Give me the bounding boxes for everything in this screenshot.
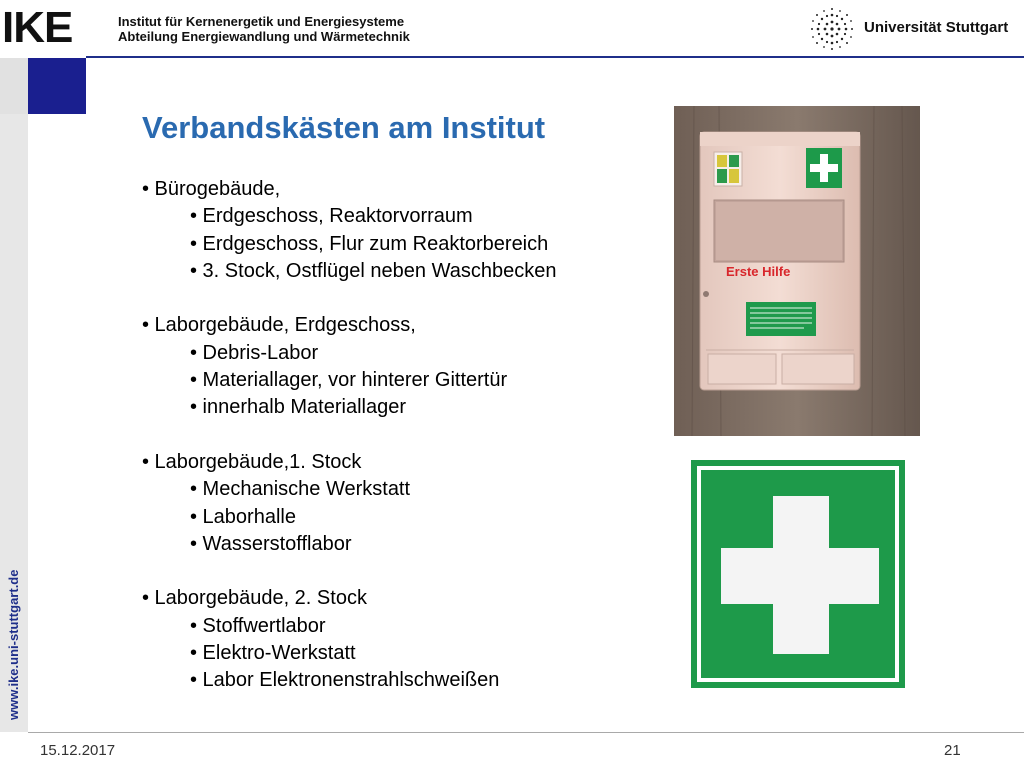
list-item: • 3. Stock, Ostflügel neben Waschbecken xyxy=(190,259,557,282)
slide-title: Verbandskästen am Institut xyxy=(142,110,546,145)
list-item: • Stoffwertlabor xyxy=(190,614,326,637)
footer-divider xyxy=(28,732,1024,733)
spacer xyxy=(142,558,556,585)
brand-blue-block xyxy=(28,58,86,114)
list-item: • innerhalb Materiallager xyxy=(190,396,407,419)
institute-name xyxy=(118,14,410,44)
first-aid-cabinet-photo xyxy=(674,106,920,436)
left-corner-block xyxy=(0,58,28,114)
ike-logo xyxy=(0,0,86,58)
group-heading: • Laborgebäude, 2. Stock xyxy=(142,587,367,610)
list-item: • Materiallager, vor hinterer Gittertür xyxy=(190,369,508,392)
group-heading: • Bürogebäude, xyxy=(142,178,281,200)
university-name: Universität Stuttgart xyxy=(864,19,1009,36)
slide-header xyxy=(0,0,1024,58)
list-item: • Erdgeschoss, Reaktorvorraum xyxy=(190,205,473,228)
list-item: • Laborhalle xyxy=(190,505,296,528)
institute-line-2: Abteilung Energiewandlung und Wärmetechnik xyxy=(118,29,410,44)
list-item: • Debris-Labor xyxy=(190,341,319,364)
spacer xyxy=(142,285,556,312)
list-item: • Wasserstofflabor xyxy=(190,532,352,555)
first-aid-cross-icon xyxy=(689,456,909,692)
university-seal-icon xyxy=(808,6,856,52)
side-url-link[interactable]: www.ike.uni-stuttgart.de xyxy=(6,569,21,720)
cabinet-label: Erste Hilfe xyxy=(726,264,791,279)
list-item: • Mechanische Werkstatt xyxy=(190,478,411,501)
header-divider xyxy=(86,56,1024,58)
list-item: • Erdgeschoss, Flur zum Reaktorbereich xyxy=(190,232,549,255)
page-number: 21 xyxy=(944,742,961,759)
ike-logo-text: IKE xyxy=(2,3,73,52)
list-item: • Labor Elektronenstrahlschweißen xyxy=(190,669,500,692)
group-heading: • Laborgebäude, Erdgeschoss, xyxy=(142,314,416,337)
institute-line-1: Institut für Kernenergetik und Energiesysteme xyxy=(118,14,405,29)
footer-date: 15.12.2017 xyxy=(40,742,116,759)
group-heading: • Laborgebäude,1. Stock xyxy=(142,450,362,473)
location-list xyxy=(142,176,556,695)
list-item: • Elektro-Werkstatt xyxy=(190,642,356,665)
spacer xyxy=(142,422,556,449)
